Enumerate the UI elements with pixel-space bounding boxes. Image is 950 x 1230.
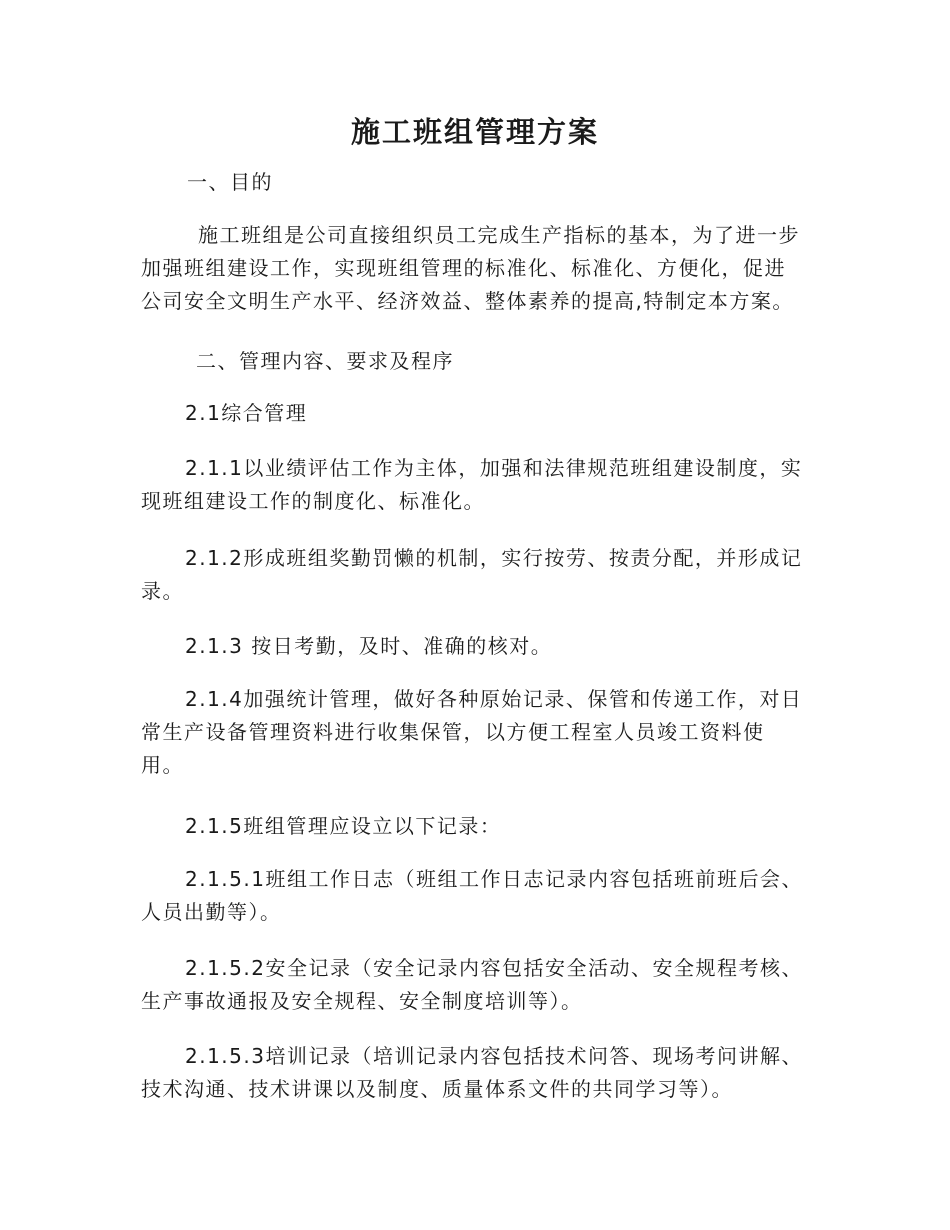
text-line: 录。 (141, 579, 184, 603)
text-line: 2.1.4加强统计管理，做好各种原始记录、保管和传递工作，对日 (185, 687, 803, 711)
text-line: 一、目的 (187, 170, 273, 194)
text-line: 公司安全文明生产水平、经济效益、整体素养的提高,特制定本方案。 (141, 289, 794, 313)
section-heading-management (141, 345, 876, 378)
paragraph-2-1-5-1 (141, 863, 821, 929)
paragraph-2-1-3 (141, 630, 865, 663)
text-line: 2.1.5班组管理应设立以下记录： (185, 814, 502, 838)
text-line: 常生产设备管理资料进行收集保管，以方便工程室人员竣工资料使 (141, 720, 765, 744)
text-line: 加强班组建设工作，实现班组管理的标准化、标准化、方便化，促进 (141, 256, 786, 280)
text-line: 施工班组是公司直接组织员工完成生产指标的基本，为了进一步 (198, 223, 800, 247)
paragraph-2-1-2 (141, 542, 821, 608)
section-heading-purpose (141, 166, 867, 199)
text-line: 2.1.5.1班组工作日志（班组工作日志记录内容包括班前班后会、 (185, 867, 803, 891)
paragraph-2-1-5-2 (141, 952, 821, 1018)
subsection-heading-2-1 (141, 397, 865, 430)
paragraph-purpose (141, 219, 821, 318)
text-line: 2.1综合管理 (185, 401, 308, 425)
text-line: 人员出勤等）。 (141, 900, 282, 924)
text-line: 生产事故通报及安全规程、安全制度培训等）。 (141, 989, 583, 1013)
text-line: 现班组建设工作的制度化、标准化。 (141, 489, 485, 513)
text-line: 2.1.1以业绩评估工作为主体，加强和法律规范班组建设制度，实 (185, 456, 803, 480)
paragraph-2-1-1 (141, 452, 821, 518)
paragraph-2-1-5-3 (141, 1040, 821, 1106)
text-line: 2.1.5.3培训记录（培训记录内容包括技术问答、现场考问讲解、 (185, 1044, 803, 1068)
document-title: 施工班组管理方案 (350, 115, 599, 149)
text-line: 2.1.3 按日考勤，及时、准确的核对。 (185, 634, 553, 658)
text-line: 技术沟通、技术讲课以及制度、质量体系文件的共同学习等）。 (141, 1077, 733, 1101)
text-line: 2.1.5.2安全记录（安全记录内容包括安全活动、安全规程考核、 (185, 956, 803, 980)
text-line: 用。 (141, 753, 184, 777)
text-line: 2.1.2形成班组奖勤罚懒的机制，实行按劳、按责分配，并形成记 (185, 546, 803, 570)
paragraph-2-1-4 (141, 683, 821, 782)
text-line: 二、管理内容、要求及程序 (196, 349, 454, 373)
paragraph-2-1-5 (141, 810, 865, 843)
